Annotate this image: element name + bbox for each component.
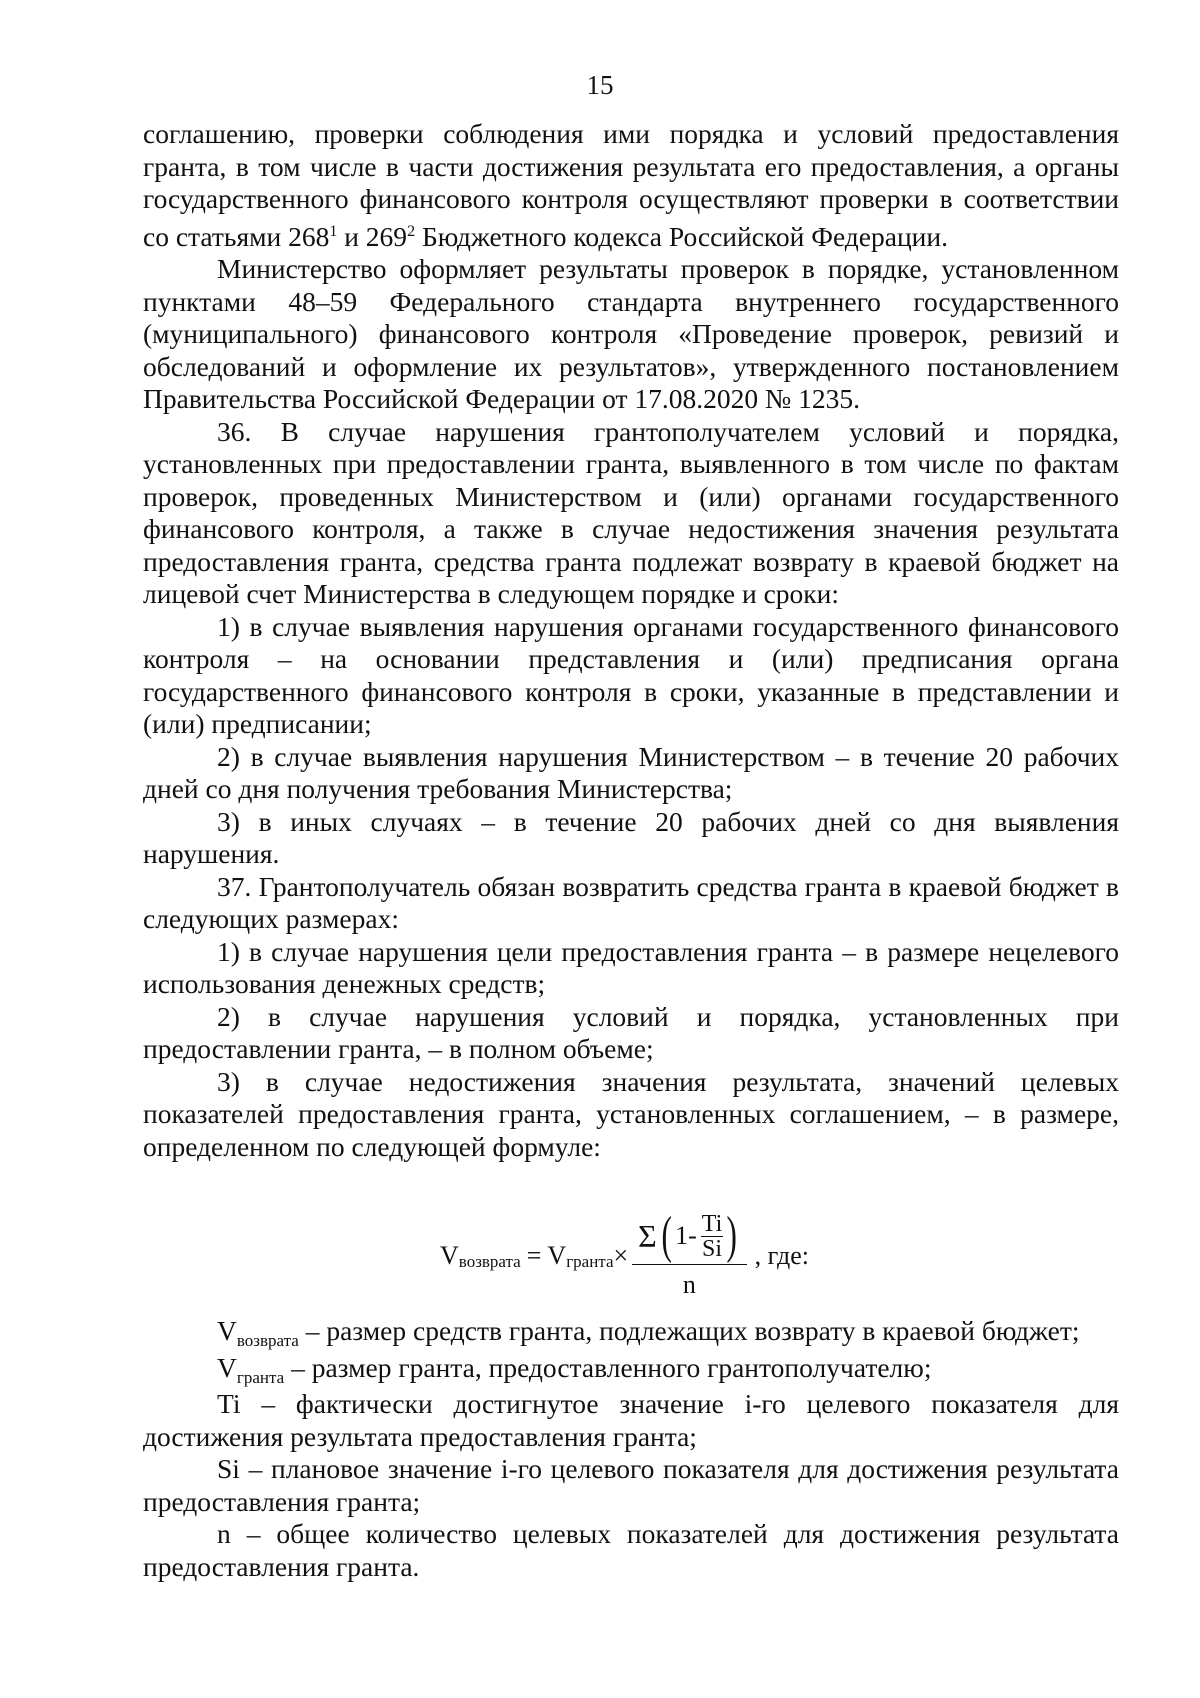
paragraph-text: Бюджетного кодекса Российской Федерации. [415,220,948,252]
list-item: 2) в случае выявления нарушения Министерством – в течение 20 рабочих дней со дня получения требования Министерства; [143,740,1119,805]
formula-ti: Ti [701,1210,723,1237]
def-subscript: возврата [236,1331,299,1351]
definition-v-return [143,1315,1119,1352]
superscript: 2 [407,222,416,240]
def-text: – размер гранта, предоставленного грантополучателю; [284,1351,932,1383]
return-formula [143,1165,1119,1315]
formula-denominator: n [682,1270,696,1300]
formula-expression [440,1201,809,1311]
formula-definitions [143,1315,1119,1583]
def-symbol: V [217,1351,237,1383]
formula-one-minus: 1- [675,1221,697,1251]
list-item: 2) в случае нарушения условий и порядка, установленных при предоставлении гранта, – в полном объеме; [143,1000,1119,1065]
paragraph-item-37: 37. Грантополучатель обязан возвратить средства гранта в краевой бюджет в следующих размерах: [143,870,1119,935]
definition-n: n – общее количество целевых показателей для достижения результата предоставления гранта. [143,1518,1119,1582]
paragraph-text: и 269 [337,220,408,252]
definition-v-grant [143,1352,1119,1389]
formula-paren-close: ) [726,1207,738,1265]
paragraph-continuation [143,118,1119,253]
paragraph: Министерство оформляет результаты проверок в порядке, установленном пунктами 48–59 Федерального стандарта внутреннего государственного (муниципального) финансового контроля «Проведение проверок, ревизий и обследований и оформление их результатов», утвержденного постановлением Правительства Российской Федерации от 17.08.2020 № 1235. [143,253,1119,415]
def-symbol: V [217,1315,237,1347]
formula-v: V [440,1240,459,1270]
formula-numerator [632,1207,746,1265]
list-item: 1) в случае нарушения цели предоставления гранта – в размере нецелевого использования денежных средств; [143,935,1119,1000]
formula-times: × [613,1240,629,1270]
formula-paren-open: ( [661,1207,672,1265]
paragraph-item-36: 36. В случае нарушения грантополучателем условий и порядка, установленных при предоставлении гранта, выявленного в том числе по фактам проверок, проведенных Министерством и (или) органами государственного финансового контроля, а также в случае недостижения значения результата предоставления гранта, средства гранта подлежат возврату в краевой бюджет на лицевой счет Министерства в следующем порядке и сроки: [143,415,1119,610]
formula-si: Si [702,1235,723,1262]
formula-subscript: возврата [458,1251,521,1271]
list-item: 1) в случае выявления нарушения органами государственного финансового контроля – на основании представления и (или) предписания органа государственного финансового контроля в сроки, указанные в представлении и (или) предписании; [143,610,1119,740]
formula-subscript: гранта [566,1251,614,1271]
formula-v: V [547,1240,567,1270]
list-item: 3) в иных случаях – в течение 20 рабочих дней со дня выявления нарушения. [143,805,1119,870]
list-item: 3) в случае недостижения значения результата, значений целевых показателей предоставления гранта, установленных соглашением, – в размере, определенном по следующей формуле: [143,1065,1119,1162]
formula-ti-si [701,1212,723,1261]
superscript: 1 [329,222,338,240]
formula-equals: = [526,1240,542,1270]
definition-si: Si – плановое значение i-го целевого показателя для достижения результата предоставления гранта; [143,1453,1119,1517]
paragraph-text: соглашению, проверки соблюдения ими порядка и условий предоставления гранта, в том числе в части достижения результата его предоставления, а органы государственного финансового контроля осуществляют проверки в соответствии со статьями 268 [143,118,1119,252]
document-body [143,118,1119,1583]
definition-ti: Ti – фактически достигнутое значение i-го целевого показателя для достижения результата предоставления гранта; [143,1388,1119,1452]
formula-sigma: Σ [638,1218,657,1255]
def-text: – размер средств гранта, подлежащих возврату в краевой бюджет; [298,1315,1080,1347]
formula-where: , где: [754,1240,809,1270]
page-number: 15 [586,70,614,100]
def-subscript: гранта [236,1367,285,1387]
formula-fraction [632,1207,746,1302]
